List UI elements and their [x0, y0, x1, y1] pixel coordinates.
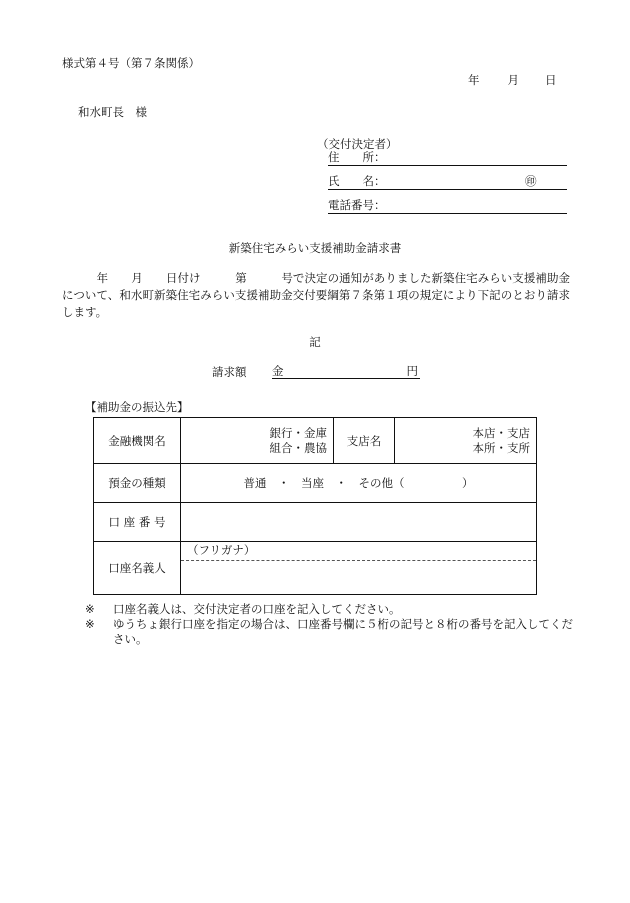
note-text: ゆうちょ銀行口座を指定の場合は、口座番号欄に５桁の記号と８桁の番号を記入してください。: [113, 617, 573, 646]
name-label: 氏 名：: [328, 174, 386, 188]
account-holder-cell[interactable]: [181, 542, 537, 595]
bank-table: [93, 417, 537, 595]
account-number-cell[interactable]: [181, 503, 537, 542]
note-text: 口座名義人は、交付決定者の口座を記入してください。: [113, 602, 401, 616]
ki-heading: 記: [309, 335, 321, 349]
amount-field[interactable]: [272, 363, 420, 379]
phone-label: 電話番号：: [328, 198, 386, 212]
bank-types-line1: 銀行・金庫: [269, 425, 327, 440]
table-row: [94, 542, 537, 595]
branch-cell[interactable]: [395, 418, 537, 464]
branch-label: 支店名: [334, 418, 395, 464]
notes: [85, 602, 575, 647]
document-title: 新築住宅みらい支援補助金請求書: [228, 241, 402, 255]
address-field[interactable]: [328, 149, 567, 166]
table-row: [94, 464, 537, 503]
table-row: [94, 503, 537, 542]
seal-mark: ㊞: [525, 174, 537, 188]
note-item: [85, 602, 575, 617]
account-holder-label: 口座名義人: [94, 542, 181, 595]
branch-types-line1: 本店・支店: [472, 425, 530, 440]
name-field[interactable]: [328, 173, 567, 190]
deposit-type-cell[interactable]: 普通 ・ 当座 ・ その他（ ）: [181, 464, 537, 503]
note-item: [85, 617, 575, 647]
form-number: 様式第４号（第７条関係）: [62, 56, 200, 70]
financial-institution-cell[interactable]: [181, 418, 334, 464]
financial-institution-label: 金融機関名: [94, 418, 181, 464]
amount-label: 請求額: [212, 365, 247, 379]
bank-heading: 【補助金の振込先】: [85, 400, 189, 414]
table-row: [94, 418, 537, 464]
applicant-label: （交付決定者）: [317, 137, 398, 151]
note-mark: ※: [85, 617, 95, 631]
amount-prefix: 金: [272, 364, 284, 378]
date-line: [468, 72, 557, 88]
branch-types-line2: 本所・支所: [472, 440, 530, 455]
account-holder-name-area[interactable]: [181, 561, 536, 594]
addressee: 和水町長 様: [78, 105, 147, 119]
address-label: 住 所：: [328, 150, 386, 164]
amount-suffix: 円: [406, 364, 418, 378]
note-mark: ※: [85, 602, 95, 616]
furigana-label: （フリガナ）: [181, 542, 536, 561]
request-body: 年 月 日付け 第 号で決定の通知がありました新築住宅みらい支援補助金について、和水町新築住宅みらい支援補助金交付要綱第７条第１項の規定により下記のとおり請求します。: [62, 271, 570, 319]
phone-field[interactable]: [328, 197, 567, 214]
deposit-type-label: 預金の種類: [94, 464, 181, 503]
date-month: 月: [507, 73, 519, 87]
bank-types-line2: 組合・農協: [269, 440, 327, 455]
date-year: 年: [468, 73, 480, 87]
account-number-label: 口 座 番 号: [94, 503, 181, 542]
date-day: 日: [545, 73, 557, 87]
